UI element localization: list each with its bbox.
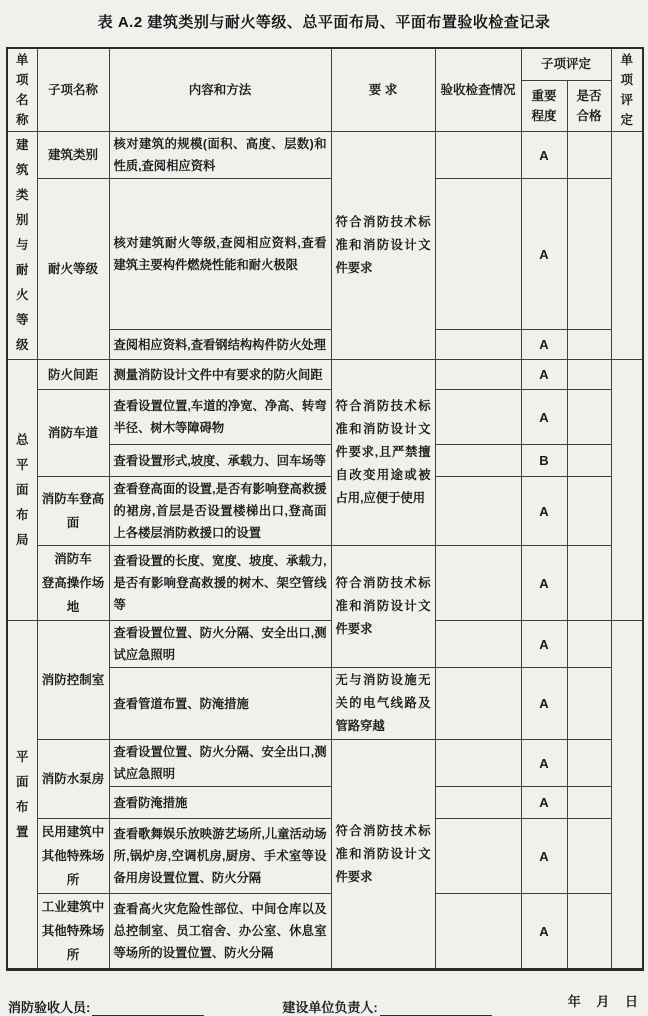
subitem-line: 登高操作场地	[41, 576, 105, 614]
inspection-status-cell	[435, 787, 521, 819]
requirement-cell: 无与消防设施无关的电气线路及管路穿越	[331, 668, 435, 740]
subitem-line: 民用建筑中	[41, 825, 105, 839]
inspection-status-cell	[435, 360, 521, 390]
content-cell: 查看防淹措施	[109, 787, 331, 819]
table-row	[7, 477, 643, 546]
subitem-label: 消防控制室	[37, 621, 109, 740]
item-eval-cell	[611, 360, 643, 621]
content-cell: 查看歌舞娱乐放映游艺场所,儿童活动场所,锅炉房,空调机房,厨房、手术室等设备用房设置位置、防火分隔	[109, 819, 331, 894]
subitem-line: 工业建筑中	[41, 900, 105, 914]
content-cell: 查看设置形式,坡度、承载力、回车场等	[109, 445, 331, 477]
qualified-cell	[567, 894, 611, 970]
header-importance: 重要程度	[521, 80, 567, 131]
table-row	[7, 894, 643, 970]
inspector-signature-line	[92, 1001, 204, 1016]
qualified-cell	[567, 390, 611, 445]
qualified-cell	[567, 179, 611, 330]
subitem-label	[37, 546, 109, 621]
group-line: 耐火	[15, 263, 29, 302]
item-eval-cell	[611, 132, 643, 360]
requirement-cell: 符合消防技术标准和消防设计文件要求	[331, 740, 435, 970]
group-line: 布置	[15, 799, 29, 839]
table-row	[7, 621, 643, 668]
group-label-building-category	[7, 132, 37, 360]
header-subitem-name: 子项名称	[37, 48, 109, 132]
importance-cell: B	[521, 445, 567, 477]
inspection-status-cell	[435, 132, 521, 179]
item-eval-cell	[611, 621, 643, 970]
header-subitem-eval: 子项评定	[521, 48, 611, 80]
importance-cell: A	[521, 740, 567, 787]
header-inspection: 验收检查情况	[435, 48, 521, 132]
importance-cell: A	[521, 621, 567, 668]
group-line: 总平	[15, 432, 29, 472]
inspector-label: 消防验收人员:	[8, 1000, 91, 1015]
qualified-cell	[567, 477, 611, 546]
table-row	[7, 819, 643, 894]
table-row	[7, 132, 643, 179]
importance-cell: A	[521, 390, 567, 445]
content-cell: 查看设置位置、防火分隔、安全出口,测试应急照明	[109, 621, 331, 668]
header-item-name	[7, 48, 37, 132]
inspection-status-cell	[435, 179, 521, 330]
group-line: 平面	[15, 749, 29, 789]
group-label-floor-plan	[7, 621, 37, 970]
subitem-line: 消防车	[54, 552, 92, 566]
header-line: 单项	[620, 53, 634, 87]
signature-footer	[6, 991, 642, 1016]
group-line: 等级	[15, 313, 29, 352]
content-cell: 查看登高面的设置,是否有影响登高救援的裙房,首层是否设置楼梯出口,登高面上各楼层消防救援口的设置	[109, 477, 331, 546]
table-row	[7, 179, 643, 330]
importance-cell: A	[521, 546, 567, 621]
subitem-line: 其他特殊场所	[41, 924, 105, 962]
subitem-label: 消防车道	[37, 390, 109, 477]
table-row	[7, 360, 643, 390]
importance-cell: A	[521, 179, 567, 330]
qualified-cell	[567, 668, 611, 740]
subitem-label: 耐火等级	[37, 179, 109, 360]
content-cell: 核对建筑的规模(面积、高度、层数)和性质,查阅相应资料	[109, 132, 331, 179]
table-row	[7, 546, 643, 621]
builder-label: 建设单位负责人:	[282, 1000, 378, 1015]
table-row	[7, 740, 643, 787]
group-line: 面布	[15, 482, 29, 522]
qualified-cell	[567, 360, 611, 390]
requirement-cell: 符合消防技术标准和消防设计文件要求,且严禁擅自改变用途或被占用,应便于使用	[331, 360, 435, 546]
header-row-1	[7, 48, 643, 80]
qualified-cell	[567, 621, 611, 668]
group-line: 类别	[15, 188, 29, 227]
subitem-label	[37, 894, 109, 970]
group-line: 建筑	[15, 138, 29, 177]
content-cell: 查看管道布置、防淹措施	[109, 668, 331, 740]
requirement-cell: 符合消防技术标准和消防设计文件要求	[331, 132, 435, 360]
importance-cell: A	[521, 894, 567, 970]
content-cell: 查看设置位置、防火分隔、安全出口,测试应急照明	[109, 740, 331, 787]
inspection-status-cell	[435, 390, 521, 445]
qualified-cell	[567, 740, 611, 787]
content-cell: 核对建筑耐火等级,查阅相应资料,查看建筑主要构件燃烧性能和耐火极限	[109, 179, 331, 330]
content-cell: 查看设置位置,车道的净宽、净高、转弯半径、树木等障碍物	[109, 390, 331, 445]
importance-cell: A	[521, 477, 567, 546]
date-label: 年 月 日	[567, 994, 638, 1009]
requirement-cell: 符合消防技术标准和消防设计文件要求	[331, 546, 435, 668]
header-item-eval	[611, 48, 643, 132]
group-line: 局	[15, 532, 29, 547]
qualified-cell	[567, 132, 611, 179]
inspection-status-cell	[435, 330, 521, 360]
builder-signature-line	[380, 1001, 492, 1016]
inspection-status-cell	[435, 894, 521, 970]
importance-cell: A	[521, 330, 567, 360]
subitem-line: 其他特殊场所	[41, 849, 105, 887]
content-cell: 查阅相应资料,查看钢结构构件防火处理	[109, 330, 331, 360]
inspection-status-cell	[435, 546, 521, 621]
header-line: 单项	[15, 53, 29, 87]
qualified-cell	[567, 787, 611, 819]
table-title: 表 A.2 建筑类别与耐火等级、总平面布局、平面布置验收检查记录	[97, 14, 551, 31]
qualified-cell	[567, 819, 611, 894]
qualified-cell	[567, 445, 611, 477]
content-cell: 测量消防设计文件中有要求的防火间距	[109, 360, 331, 390]
inspection-status-cell	[435, 668, 521, 740]
subitem-label: 消防水泵房	[37, 740, 109, 819]
content-cell: 查看高火灾危险性部位、中间仓库以及总控制室、员工宿舍、办公室、休息室等场所的设置位置、防火分隔	[109, 894, 331, 970]
content-cell: 查看设置的长度、宽度、坡度、承载力,是否有影响登高救援的树木、架空管线等	[109, 546, 331, 621]
header-line: 评定	[620, 93, 634, 127]
subitem-label: 建筑类别	[37, 132, 109, 179]
importance-cell: A	[521, 819, 567, 894]
subitem-label	[37, 819, 109, 894]
inspection-record-table	[6, 47, 644, 971]
qualified-cell	[567, 330, 611, 360]
subitem-label: 消防车登高面	[37, 477, 109, 546]
importance-cell: A	[521, 132, 567, 179]
subitem-label: 防火间距	[37, 360, 109, 390]
importance-cell: A	[521, 787, 567, 819]
header-line: 名称	[15, 93, 29, 127]
inspection-status-cell	[435, 740, 521, 787]
header-content-method: 内容和方法	[109, 48, 331, 132]
inspection-status-cell	[435, 819, 521, 894]
header-requirement: 要 求	[331, 48, 435, 132]
table-row	[7, 390, 643, 445]
inspection-status-cell	[435, 621, 521, 668]
qualified-cell	[567, 546, 611, 621]
importance-cell: A	[521, 360, 567, 390]
inspection-status-cell	[435, 477, 521, 546]
importance-cell: A	[521, 668, 567, 740]
header-qualified: 是否合格	[567, 80, 611, 131]
group-label-site-plan	[7, 360, 37, 621]
group-line: 与	[15, 238, 29, 252]
inspection-status-cell	[435, 445, 521, 477]
